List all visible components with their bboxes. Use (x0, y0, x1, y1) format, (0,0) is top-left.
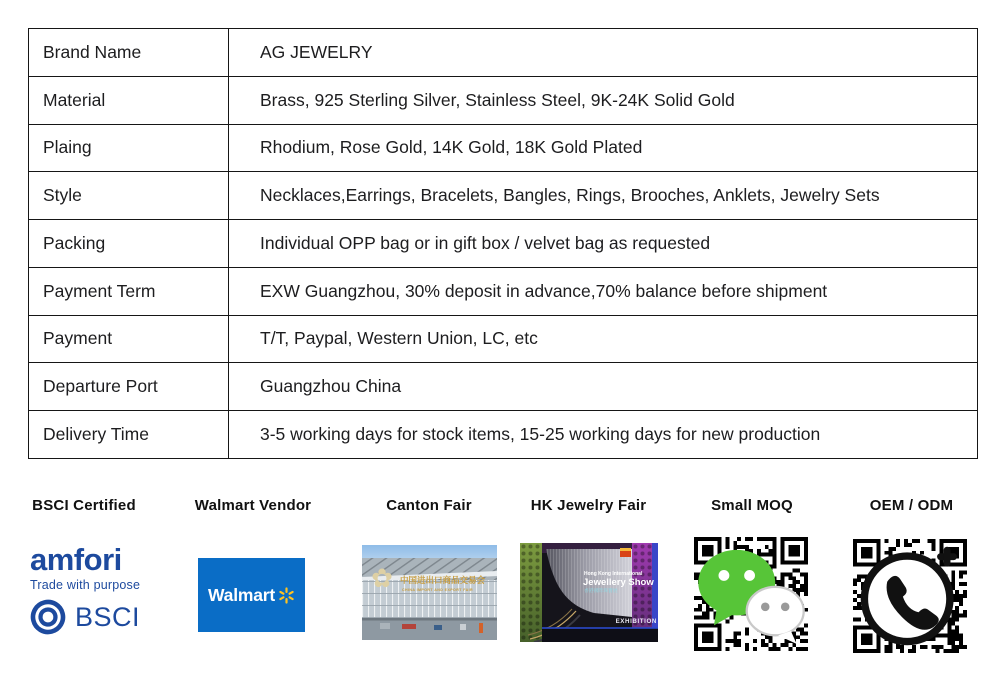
whatsapp-icon (853, 539, 967, 653)
spec-label: Delivery Time (29, 411, 229, 459)
hk-jewelry-fair-photo (520, 543, 658, 642)
badge-label-canton-fair: Canton Fair (386, 497, 472, 514)
canton-sign-en: CHINA IMPORT AND EXPORT FAIR (402, 588, 474, 592)
table-row (29, 363, 978, 411)
amfori-tagline: Trade with purpose (30, 578, 141, 592)
badge-label-small-moq: Small MOQ (711, 497, 793, 514)
spec-value: AG JEWELRY (229, 29, 978, 77)
spec-label: Plaing (29, 124, 229, 172)
spec-label: Payment (29, 315, 229, 363)
bsci-wordmark: BSCI (75, 601, 141, 632)
spec-value: Necklaces,Earrings, Bracelets, Bangles, Rings, Brooches, Anklets, Jewelry Sets (229, 172, 978, 220)
walmart-spark-icon (278, 587, 295, 604)
amfori-wordmark: amfori (30, 542, 122, 577)
canton-fair-photo (362, 545, 497, 640)
spec-value: Guangzhou China (229, 363, 978, 411)
spec-value: T/T, Paypal, Western Union, LC, etc (229, 315, 978, 363)
spec-label: Style (29, 172, 229, 220)
spec-value: Rhodium, Rose Gold, 14K Gold, 18K Gold Plated (229, 124, 978, 172)
walmart-wordmark: Walmart (208, 584, 275, 605)
amfori-bsci-logo (30, 544, 148, 635)
table-row (29, 76, 978, 124)
svg-text:✿: ✿ (371, 564, 393, 594)
badge-label-hk-jewelry-fair: HK Jewelry Fair (530, 497, 647, 514)
product-spec-table (28, 28, 978, 459)
bsci-spiral-icon (30, 599, 66, 635)
spec-label: Packing (29, 220, 229, 268)
walmart-logo (198, 558, 305, 632)
spec-label: Material (29, 76, 229, 124)
table-row (29, 267, 978, 315)
spec-label: Payment Term (29, 267, 229, 315)
spec-value: Individual OPP bag or in gift box / velvet bag as requested (229, 220, 978, 268)
spec-value: Brass, 925 Sterling Silver, Stainless Steel, 9K-24K Solid Gold (229, 76, 978, 124)
table-row (29, 124, 978, 172)
table-row (29, 29, 978, 77)
table-row (29, 315, 978, 363)
table-row (29, 220, 978, 268)
wechat-icon (694, 537, 808, 651)
whatsapp-qr-code (853, 539, 967, 653)
spec-value: EXW Guangzhou, 30% deposit in advance,70% balance before shipment (229, 267, 978, 315)
hk-sign-line1: Hong Kong International (584, 571, 643, 577)
badge-label-oem-odm: OEM / ODM (869, 497, 954, 514)
spec-label: Brand Name (29, 29, 229, 77)
hk-exhibition-text: EXHIBITION (615, 618, 657, 625)
spec-label: Departure Port (29, 363, 229, 411)
table-row (29, 411, 978, 459)
hk-sign-line3: 香港國際珠寶展 (584, 589, 618, 594)
hk-sign-line2: Jewellery Show (583, 577, 654, 588)
wechat-qr-code (694, 537, 808, 651)
badge-label-walmart-vendor: Walmart Vendor (194, 497, 312, 514)
canton-sign-cn: 中国进出口商品交易会 (400, 576, 486, 586)
badge-label-bsci-certified: BSCI Certified (32, 497, 136, 514)
table-row (29, 172, 978, 220)
spec-value: 3-5 working days for stock items, 15-25 working days for new production (229, 411, 978, 459)
